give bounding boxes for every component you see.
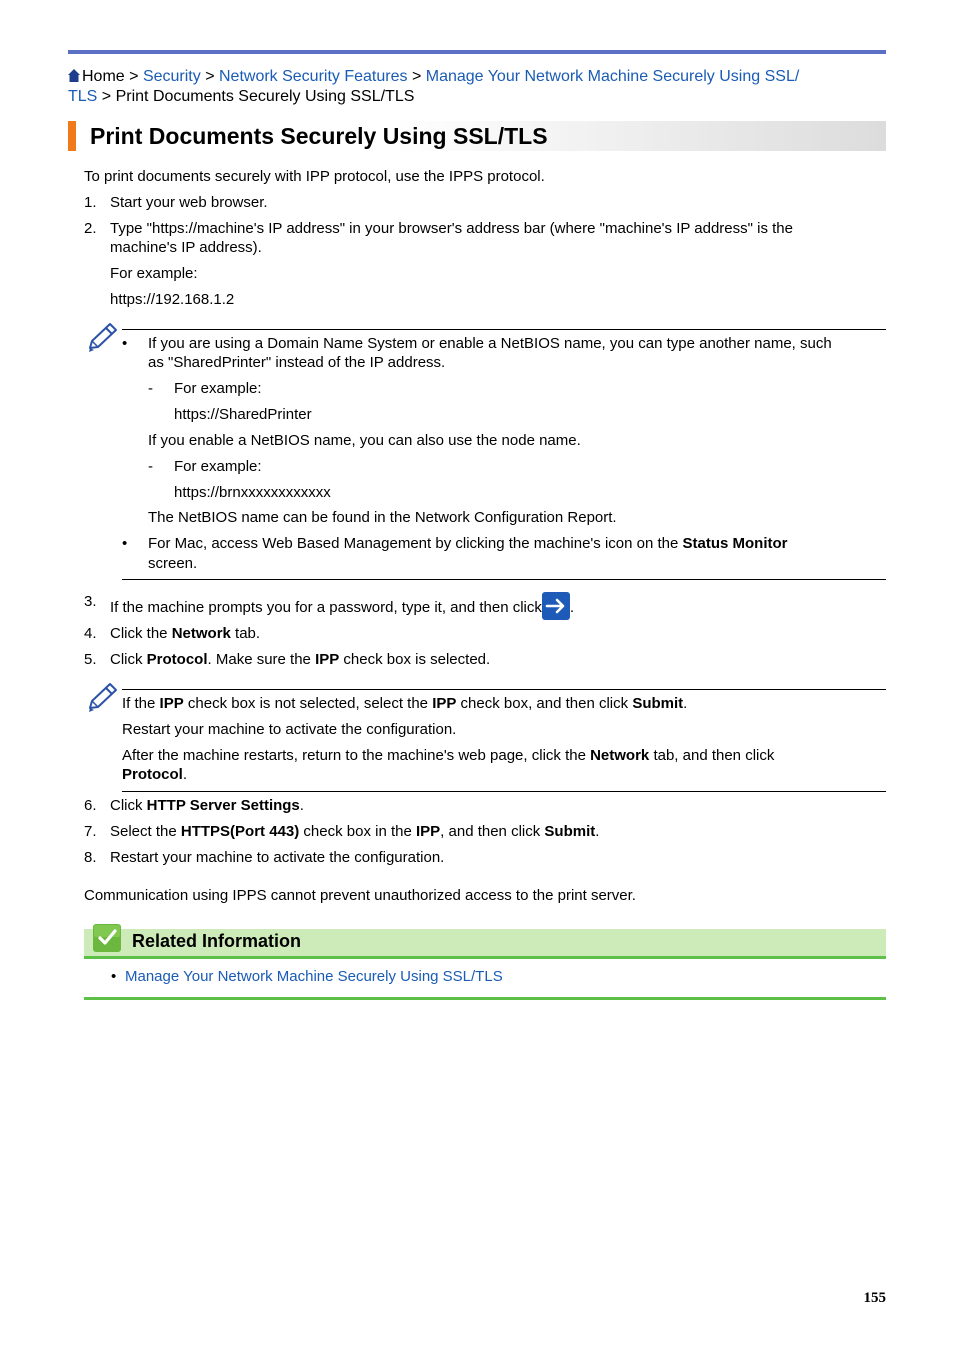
breadcrumb-separator: > [205,68,215,85]
checkmark-icon [93,924,121,952]
step-number: 5. [84,651,97,668]
step-number: 4. [84,625,97,642]
dash: - [148,380,153,397]
note-1-example-1: https://SharedPrinter [174,406,312,423]
step-number: 7. [84,823,97,840]
step-7-text: Select the HTTPS(Port 443) check box in the IPP, and then click Submit. [110,823,600,840]
note-1-example-label: For example: [174,380,262,397]
breadcrumb-home[interactable]: Home [82,68,125,85]
note-2-line3: After the machine restarts, return to the machine's web page, click the Network tab, and then click [122,747,775,764]
intro-text: To print documents securely with IPP protocol, use the IPPS protocol. [84,168,545,185]
related-info-bottom-rule [84,997,886,1000]
step-1-text: Start your web browser. [110,194,268,211]
dash: - [148,458,153,475]
step-4-text: Click the Network tab. [110,625,261,642]
note-1-report-text: The NetBIOS name can be found in the Network Configuration Report. [148,509,617,526]
title-banner [68,121,886,151]
related-info-rule [84,956,886,959]
step-6-text: Click HTTP Server Settings. [110,797,304,814]
note-1-bullet-1-line1: If you are using a Domain Name System or enable a NetBIOS name, you can type another name, such [148,335,832,352]
page-number: 155 [863,1290,886,1306]
note-2-line4: Protocol. [122,766,188,783]
breadcrumb-network-security-link[interactable]: Network Security Features [218,68,408,85]
breadcrumb [68,67,868,107]
pencil-note-icon [86,682,120,714]
note-1-example-2: https://brnxxxxxxxxxxxx [174,484,331,501]
step-number: 2. [84,220,97,237]
step-2-example: https://192.168.1.2 [110,291,235,308]
breadcrumb-manage-link[interactable]: Manage Your Network Machine Securely Using SSL/ [425,68,800,85]
breadcrumb-security-link[interactable]: Security [142,68,201,85]
step-2-line1: Type "https://machine's IP address" in your browser's address bar (where "machine's IP address" is the [110,220,793,237]
breadcrumb-separator: > [129,68,139,85]
note-1-bullet-2-line1: For Mac, access Web Based Management by clicking the machine's icon on the Status Monitor [148,535,788,552]
header-rule [68,50,886,54]
title-marker [68,121,76,151]
note-1-netbios-text: If you enable a NetBIOS name, you can also use the node name. [148,432,581,449]
note-1-example-label-2: For example: [174,458,262,475]
pencil-note-icon [86,322,120,354]
breadcrumb-separator: > [101,88,112,105]
breadcrumb-separator: > [411,68,422,85]
step-3-text: If the machine prompts you for a password, type it, and then click . [110,592,574,620]
related-info-title: Related Information [132,931,302,951]
bullet: • [111,968,117,985]
note-2-line2: Restart your machine to activate the configuration. [122,721,457,738]
home-icon[interactable] [68,69,80,82]
bullet: • [122,335,128,352]
page-title: Print Documents Securely Using SSL/TLS [90,123,548,149]
closing-text: Communication using IPPS cannot prevent unauthorized access to the print server. [84,887,636,904]
related-info-link[interactable]: Manage Your Network Machine Securely Using SSL/TLS [125,968,503,985]
step-number: 1. [84,194,97,211]
arrow-submit-icon[interactable] [542,592,570,620]
step-2-example-label: For example: [110,265,198,282]
step-number: 6. [84,797,97,814]
breadcrumb-current: Print Documents Securely Using SSL/TLS [115,88,415,105]
step-number: 3. [84,593,97,610]
step-5-text: Click Protocol. Make sure the IPP check box is selected. [110,651,491,668]
step-number: 8. [84,849,97,866]
step-2-line2: machine's IP address). [110,239,262,256]
note-2-line1: If the IPP check box is not selected, select the IPP check box, and then click Submit. [122,695,688,712]
breadcrumb-manage-link-cont[interactable]: TLS [68,88,98,105]
note-1-bullet-2-line2: screen. [148,555,198,572]
note-1-bullet-1-line2: as "SharedPrinter" instead of the IP address. [148,354,446,371]
step-8-text: Restart your machine to activate the configuration. [110,849,445,866]
bullet: • [122,535,128,552]
